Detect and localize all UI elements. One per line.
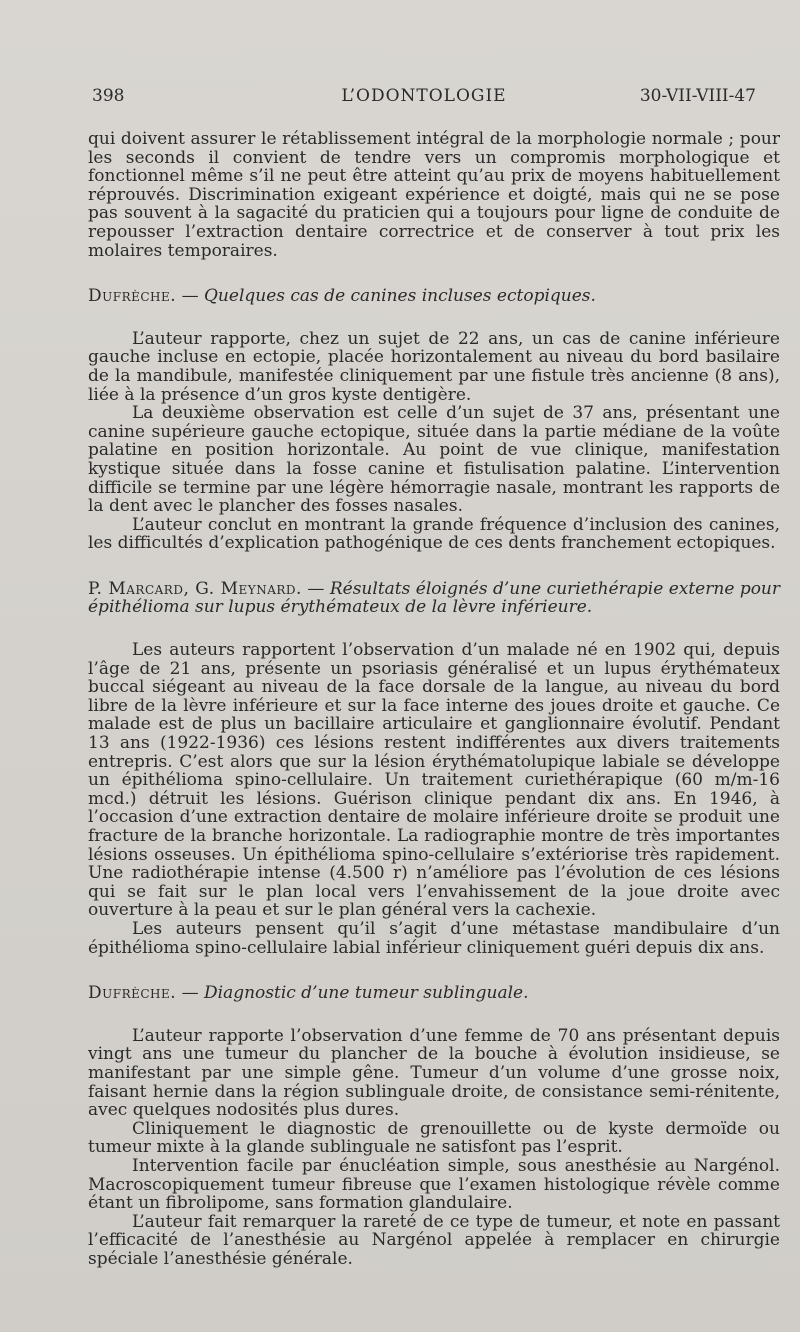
paragraph: Intervention facile par énucléation simple, sous anesthésie au Nargénol. Macroscopiquement tumeur fibreuse que l’examen histologique révèle comme étant un fibrolipome, sans formation glandulaire. — [88, 1155, 780, 1214]
paragraph: qui doivent assurer le rétablissement intégral de la morphologie normale ; pour les seconds il convient de tendre vers un compromis morphologique et fonctionnel même s’il ne peut être atteint qu’au prix de moyens habituellement réprouvés. Discrimination exigeant expérience et doigté, mais qui ne se pose pas souvent à la sagacité du praticien qui a toujours pour ligne de conduite de repousser l’extraction dentaire correctrice et de conserver à tout prix les molaires temporaires. — [88, 129, 780, 261]
issue-date: 30-VII-VIII-47 — [639, 86, 756, 106]
abstract-title: Diagnostic d’une tumeur sublinguale. — [204, 983, 529, 1004]
paragraph: L’auteur conclut en montrant la grande fréquence d’inclusion des canines, les difficultés d’explication pathogénique de ces dents franchement ectopiques. — [88, 514, 780, 554]
abstract-heading: Dufrèche. — Diagnostic d’une tumeur sublinguale. — [88, 983, 529, 1004]
paragraph: Les auteurs pensent qu’il s’agit d’une métastase mandibulaire d’un épithélioma spino-cellulaire labial inférieur cliniquement guéri depuis dix ans. — [88, 918, 780, 958]
running-head — [92, 86, 756, 110]
paragraph: Les auteurs rapportent l’observation d’un malade né en 1902 qui, depuis l’âge de 21 ans, présente un psoriasis généralisé et un lupus érythémateux buccal siégeant au niveau de la face dorsale de la langue, au niveau du bord libre de la lèvre inférieure et sur la face interne des joues droite et gauche. Ce malade est de plus un bacillaire articulaire et ganglionnaire évolutif. Pendant 13 ans (1922-1936) ces lésions restent indifférentes aux divers traitements entrepris. C’est alors que sur la lésion érythématolupique labiale se développe un épithélioma spino-cellulaire. Un traitement curiethérapique (60 m/m-16 mcd.) détruit les lésions. Guérison clinique pendant dix ans. En 1946, à l’occasion d’une extraction dentaire de molaire inférieure droite se produit une fracture de la branche horizontale. La radiographie montre de très importantes lésions osseuses. Un épithélioma spino-cellulaire s’extériorise très rapidement. Une radiothérapie intense (4.500 r) n’améliore pas l’évolution de ces lésions qui se fait sur le plan local vers l’envahissement de la joue droite avec ouverture à la peau et sur le plan général vers la cachexie. — [88, 640, 780, 921]
paragraph: L’auteur fait remarquer la rareté de ce type de tumeur, et note en passant l’efficacité de l’anesthésie au Nargénol appelée à remplacer en chirurgie spéciale l’anesthésie générale. — [88, 1211, 780, 1269]
abstract-title: Résultats éloignés d’une curiethérapie externe pour épithélioma sur lupus érythémateux de la lèvre inférieure. — [88, 578, 781, 618]
paragraph: L’auteur rapporte l’observation d’une femme de 70 ans présentant depuis vingt ans une tumeur du plancher de la bouche à évolution insidieuse, se manifestant par une simple gêne. Tumeur d’un volume d’une grosse noix, faisant hernie dans la région sublinguale droite, de consistance semi-rénitente, avec quelques nodosités plus dures. — [88, 1025, 780, 1121]
abstract-heading: Dufrèche. — Quelques cas de canines incluses ectopiques. — [88, 286, 596, 307]
paragraph: La deuxième observation est celle d’un sujet de 37 ans, présentant une canine supérieure gauche ectopique, située dans la partie médiane de la voûte palatine en position horizontale. Au point de vue clinique, manifestation kystique située dans la fosse canine et fistulisation palatine. L’intervention difficile se termine par une légère hémorragie nasale, montrant les rapports de la dent avec le plancher des fosses nasales. — [88, 403, 780, 517]
abstract-title: Quelques cas de canines incluses ectopiques. — [204, 286, 596, 307]
page-number: 398 — [92, 86, 125, 106]
abstract-author: Dufrèche. — [88, 983, 177, 1004]
paragraph: Cliniquement le diagnostic de grenouillette ou de kyste dermoïde ou tumeur mixte à la glande sublinguale ne satisfont pas l’esprit. — [88, 1118, 780, 1158]
abstract-author: Dufrèche. — [88, 286, 177, 307]
abstract-heading: P. Marcard, G. Meynard. — Résultats éloignés d’une curiethérapie externe pour épithélioma sur lupus érythémateux de la lèvre inférieure. — [88, 578, 781, 618]
abstract-author: P. Marcard, G. Meynard. — [88, 578, 302, 599]
paragraph: L’auteur rapporte, chez un sujet de 22 ans, un cas de canine inférieure gauche incluse en ectopie, placée horizontalement au niveau du bord basilaire de la mandibule, manifestée cliniquement par une fistule très ancienne (8 ans), liée à la présence d’un gros kyste dentigère. — [88, 328, 780, 405]
article-body — [88, 130, 780, 1268]
journal-title: L’ODONTOLOGIE — [341, 86, 507, 106]
